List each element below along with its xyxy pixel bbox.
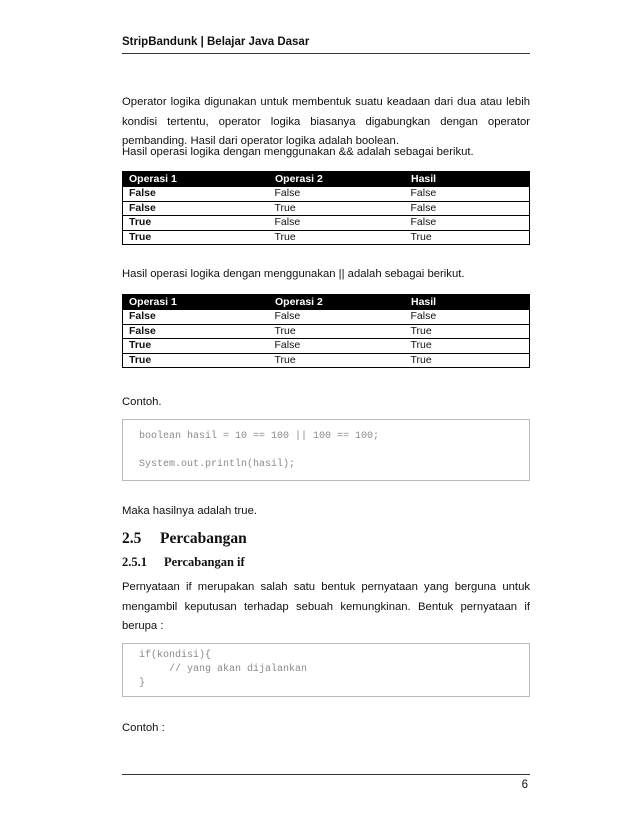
table-cell: False [123, 201, 269, 216]
table-cell: False [405, 216, 530, 231]
table-row [123, 310, 530, 325]
table-cell: True [269, 230, 405, 245]
section-title: Percabangan [160, 530, 247, 547]
table-cell: True [123, 339, 269, 354]
code-line: boolean hasil = 10 == 100 || 100 == 100; [139, 431, 380, 442]
column-header: Operasi 1 [123, 172, 269, 187]
example-label-2: Contoh : [122, 722, 165, 734]
and-table-caption: Hasil operasi logika dengan menggunakan && adalah sebagai berikut. [122, 146, 474, 158]
example-label: Contoh. [122, 396, 162, 408]
column-header: Operasi 2 [269, 295, 405, 310]
running-header: StripBandunk | Belajar Java Dasar [122, 36, 530, 54]
table-cell: False [123, 324, 269, 339]
section-heading [122, 530, 247, 548]
subsection-title: Percabangan if [164, 555, 245, 569]
column-header: Operasi 1 [123, 295, 269, 310]
intro-paragraph: Operator logika digunakan untuk membentuk suatu keadaan dari dua atau lebih kondisi tertentu, operator logika biasanya digabungkan dengan operator pembanding. Hasil dari operator logika adalah boolean. [122, 96, 530, 147]
column-header: Hasil [405, 295, 530, 310]
table-cell: False [405, 187, 530, 202]
table-cell: True [405, 324, 530, 339]
code-block-example [122, 419, 530, 481]
table-cell: False [269, 339, 405, 354]
section-number: 2.5 [122, 530, 142, 547]
code-line: System.out.println(hasil); [139, 459, 296, 470]
if-intro-paragraph: Pernyataan if merupakan salah satu bentuk pernyataan yang berguna untuk mengambil keputusan terhadap sebuah kemungkinan. Bentuk pernyataan if berupa : [122, 581, 530, 632]
table-cell: True [269, 201, 405, 216]
table-row [123, 187, 530, 202]
table-header-row [123, 172, 530, 187]
table-cell: False [269, 187, 405, 202]
code-block-if-syntax [122, 643, 530, 697]
table-cell: True [269, 353, 405, 368]
code-line: } [139, 678, 146, 689]
table-row [123, 216, 530, 231]
code-line: if(kondisi){ [139, 650, 212, 661]
table-cell: False [269, 216, 405, 231]
and-truth-table [122, 171, 530, 245]
table-row [123, 339, 530, 354]
table-row [123, 201, 530, 216]
table-cell: True [405, 353, 530, 368]
table-header-row [123, 295, 530, 310]
table-cell: False [405, 310, 530, 325]
table-cell: False [123, 187, 269, 202]
code-line [139, 444, 379, 458]
table-cell: True [405, 230, 530, 245]
column-header: Operasi 2 [269, 172, 405, 187]
page-number: 6 [521, 779, 528, 791]
table-cell: False [269, 310, 405, 325]
table-cell: False [123, 310, 269, 325]
subsection-heading [122, 555, 245, 570]
or-truth-table [122, 294, 530, 368]
column-header: Hasil [405, 172, 530, 187]
footer-divider [122, 774, 530, 775]
table-cell: True [405, 339, 530, 354]
or-table-caption: Hasil operasi logika dengan menggunakan || adalah sebagai berikut. [122, 268, 465, 280]
table-cell: False [405, 201, 530, 216]
table-row [123, 353, 530, 368]
subsection-number: 2.5.1 [122, 555, 147, 569]
table-row [123, 324, 530, 339]
table-cell: True [123, 230, 269, 245]
table-row [123, 230, 530, 245]
example-result: Maka hasilnya adalah true. [122, 505, 258, 517]
table-cell: True [269, 324, 405, 339]
table-cell: True [123, 216, 269, 231]
table-cell: True [123, 353, 269, 368]
code-line: // yang akan dijalankan [139, 664, 308, 675]
